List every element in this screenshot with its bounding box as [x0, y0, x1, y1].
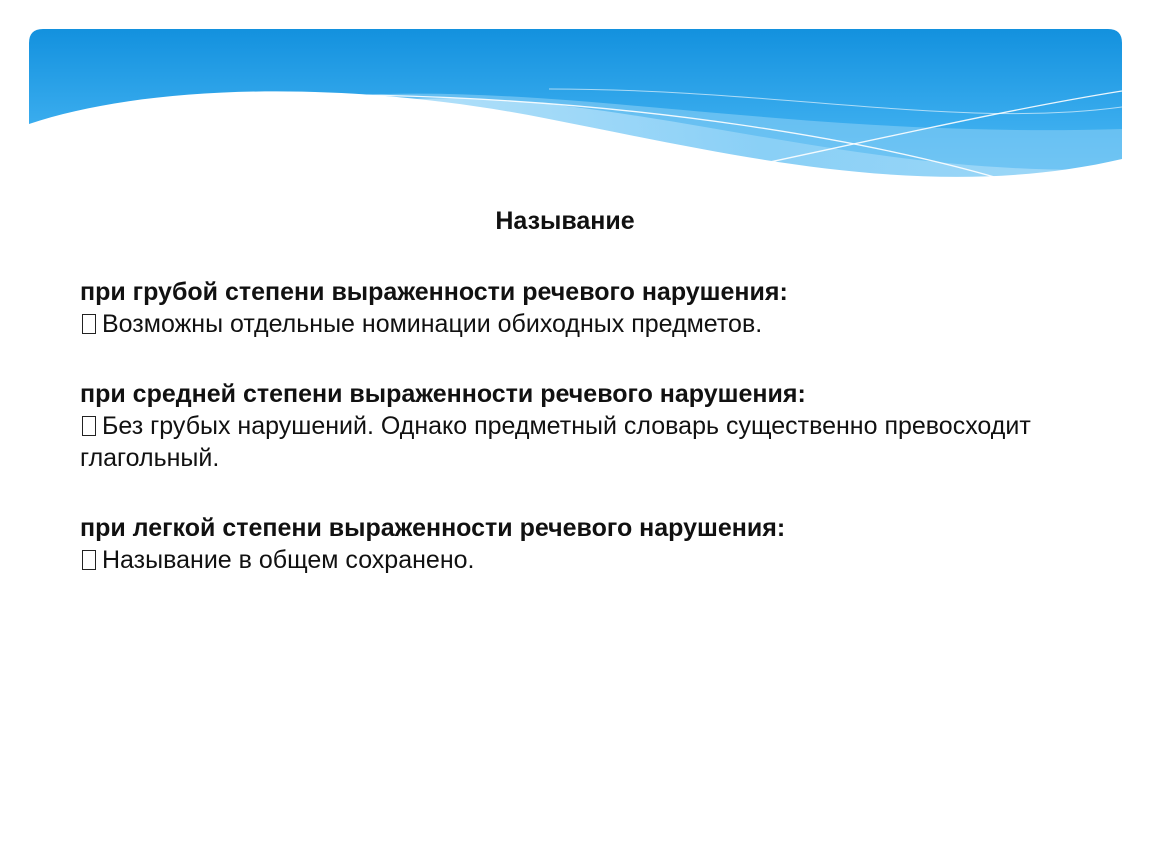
section-mild: [80, 512, 1040, 576]
bullet-box-icon: [82, 314, 96, 334]
bullet-box-icon: [82, 416, 96, 436]
section-heading: при средней степени выраженности речевого нарушения:: [80, 380, 806, 408]
list-item-text: Называние в общем сохранено.: [102, 546, 475, 574]
slide-title: Называние: [495, 207, 635, 235]
section-moderate: [80, 378, 1040, 474]
section-severe: [80, 276, 1040, 340]
wave-banner-graphic: [29, 29, 1122, 209]
list-item: [80, 410, 1040, 474]
list-item: [80, 308, 1040, 340]
section-heading: при легкой степени выраженности речевого нарушения:: [80, 514, 786, 542]
section-heading: при грубой степени выраженности речевого нарушения:: [80, 278, 788, 306]
content-body: [80, 276, 1040, 614]
bullet-box-icon: [82, 550, 96, 570]
list-item: [80, 544, 1040, 576]
list-item-text: Возможны отдельные номинации обиходных предметов.: [102, 310, 763, 338]
list-item-text: Без грубых нарушений. Однако предметный словарь существенно превосходит глагольный.: [80, 412, 1031, 472]
